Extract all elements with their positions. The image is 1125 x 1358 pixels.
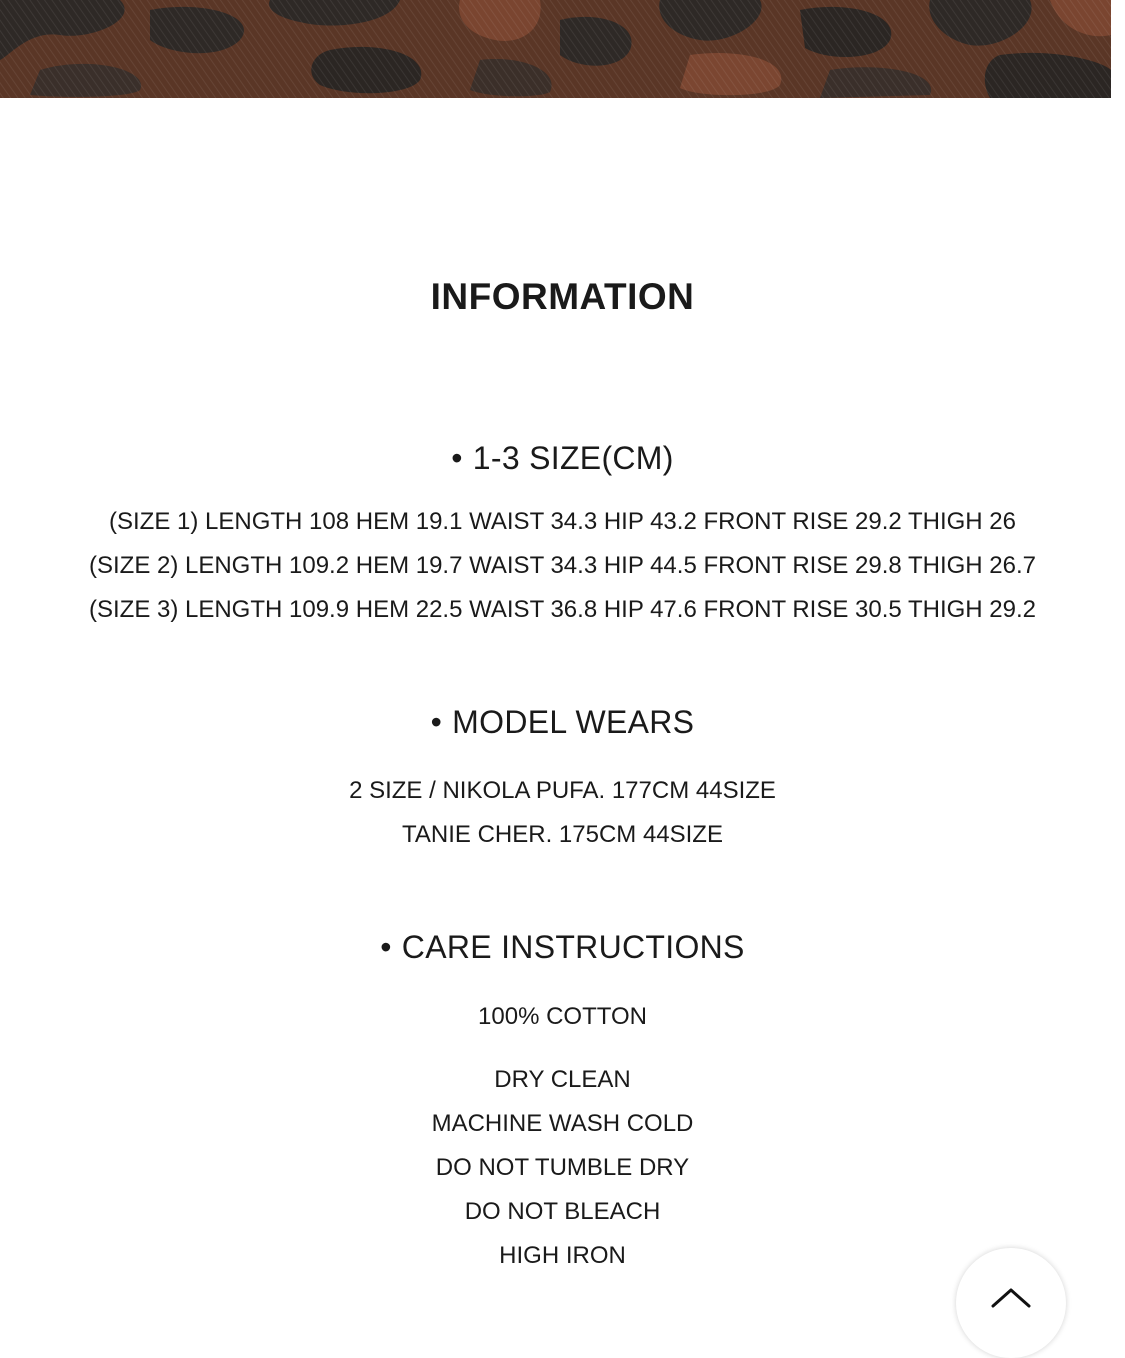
care-instruction-2: MACHINE WASH COLD — [431, 1110, 694, 1137]
size-heading-label: 1-3 SIZE(CM) — [472, 440, 674, 476]
care-material: 100% COTTON — [478, 1003, 647, 1030]
size-section-heading — [0, 440, 1125, 477]
size-row-2: (SIZE 2) LENGTH 109.2 HEM 19.7 WAIST 34.3 HIP 44.5 FRONT RISE 29.8 THIGH 26.7 — [88, 552, 1037, 579]
camouflage-fabric-image — [0, 0, 1111, 98]
model-line-2: TANIE CHER. 175CM 44SIZE — [402, 821, 723, 848]
care-instruction-3: DO NOT TUMBLE DRY — [435, 1154, 690, 1181]
care-heading-label: CARE INSTRUCTIONS — [401, 929, 745, 965]
care-instruction-4: DO NOT BLEACH — [464, 1198, 661, 1225]
model-heading-label: MODEL WEARS — [452, 704, 695, 740]
size-row-1: (SIZE 1) LENGTH 108 HEM 19.1 WAIST 34.3 HIP 43.2 FRONT RISE 29.2 THIGH 26 — [109, 508, 1016, 535]
care-instruction-1: DRY CLEAN — [494, 1066, 631, 1093]
page-title: INFORMATION — [430, 276, 695, 317]
care-instruction-5: HIGH IRON — [499, 1242, 626, 1269]
scroll-to-top-button[interactable] — [956, 1248, 1066, 1358]
model-section-heading — [0, 704, 1125, 741]
care-section-heading — [0, 929, 1125, 966]
size-heading-bullet: • — [451, 440, 463, 476]
model-heading-bullet: • — [430, 704, 443, 740]
product-image — [0, 0, 1111, 98]
model-line-1: 2 SIZE / NIKOLA PUFA. 177CM 44SIZE — [349, 777, 776, 804]
size-row-3: (SIZE 3) LENGTH 109.9 HEM 22.5 WAIST 36.8 HIP 47.6 FRONT RISE 30.5 THIGH 29.2 — [88, 596, 1037, 623]
care-heading-bullet: • — [380, 929, 392, 965]
chevron-up-icon — [989, 1286, 1033, 1310]
